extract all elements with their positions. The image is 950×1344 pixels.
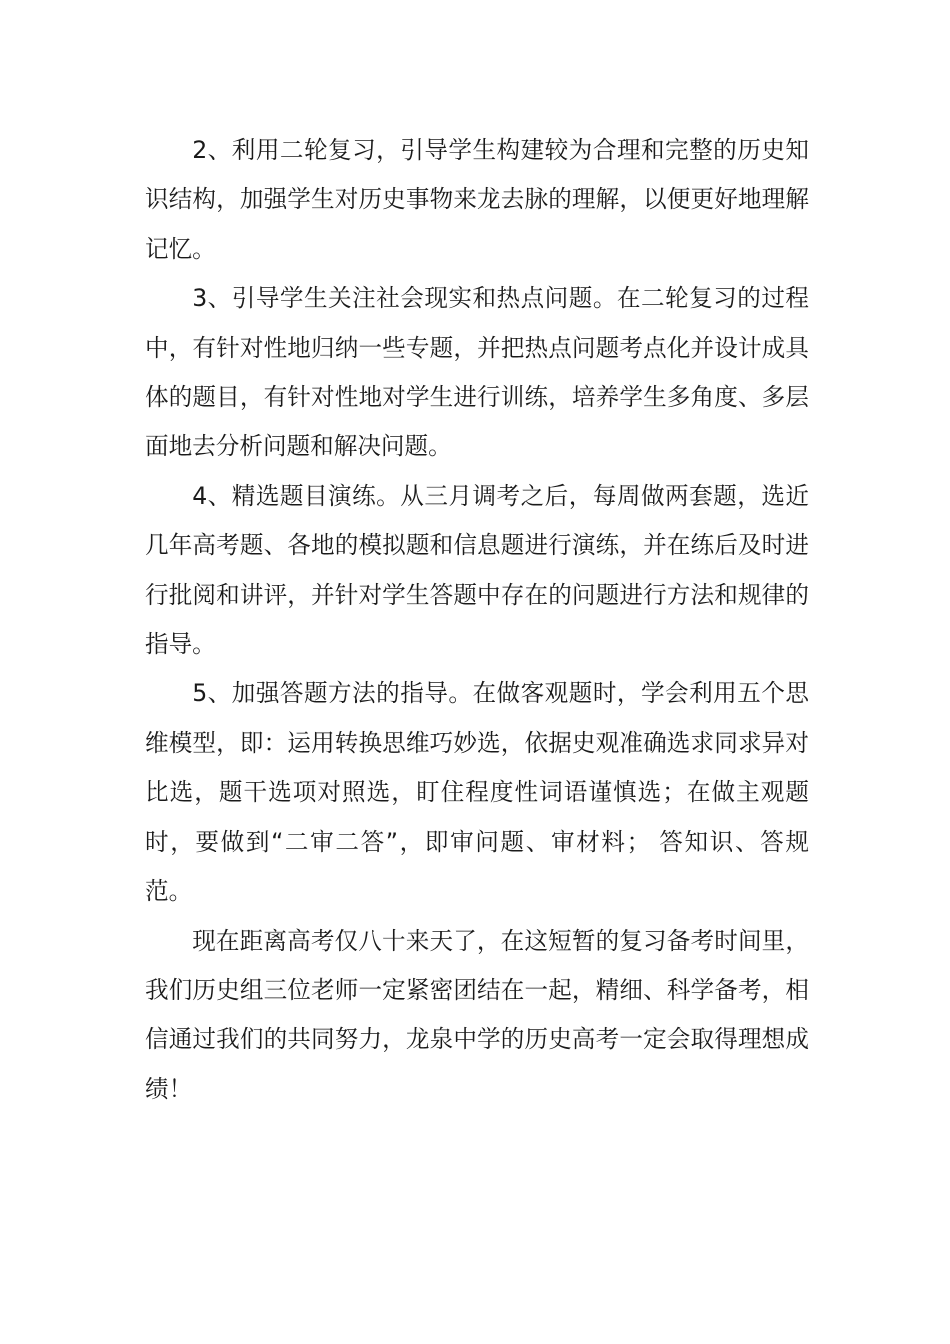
paragraph-conclusion: 现在距离高考仅八十来天了，在这短暂的复习备考时间里，我们历史组三位老师一定紧密团结在一起，精细、科学备考，相信通过我们的共同努力，龙泉中学的历史高考一定会取得理想成绩！ xyxy=(145,926,809,1103)
paragraph-hot-topics: 3、引导学生关注社会现实和热点问题。在二轮复习的过程中，有针对性地归纳一些专题，并把热点问题考点化并设计成具体的题目，有针对性地对学生进行训练，培养学生多角度、多层面地去分析问题和解决问题。 xyxy=(145,284,809,461)
paragraph-answer-methods: 5、加强答题方法的指导。在做客观题时，学会利用五个思维模型，即：运用转换思维巧妙选，依据史观准确选求同求异对比选，题干选项对照选，盯住程度性词语谨慎选；在做主观题时，要做到“二审二答”，即审问题、审材料； 答知识、答规范。 xyxy=(145,679,809,906)
paragraph-practice: 4、精选题目演练。从三月调考之后，每周做两套题，选近几年高考题、各地的模拟题和信息题进行演练，并在练后及时进行批阅和讲评，并针对学生答题中存在的问题进行方法和规律的指导。 xyxy=(145,481,809,659)
paragraph-review-structure: 2、利用二轮复习，引导学生构建较为合理和完整的历史知识结构，加强学生对历史事物来龙去脉的理解，以便更好地理解记忆。 xyxy=(145,136,809,263)
document-body xyxy=(145,126,809,1114)
